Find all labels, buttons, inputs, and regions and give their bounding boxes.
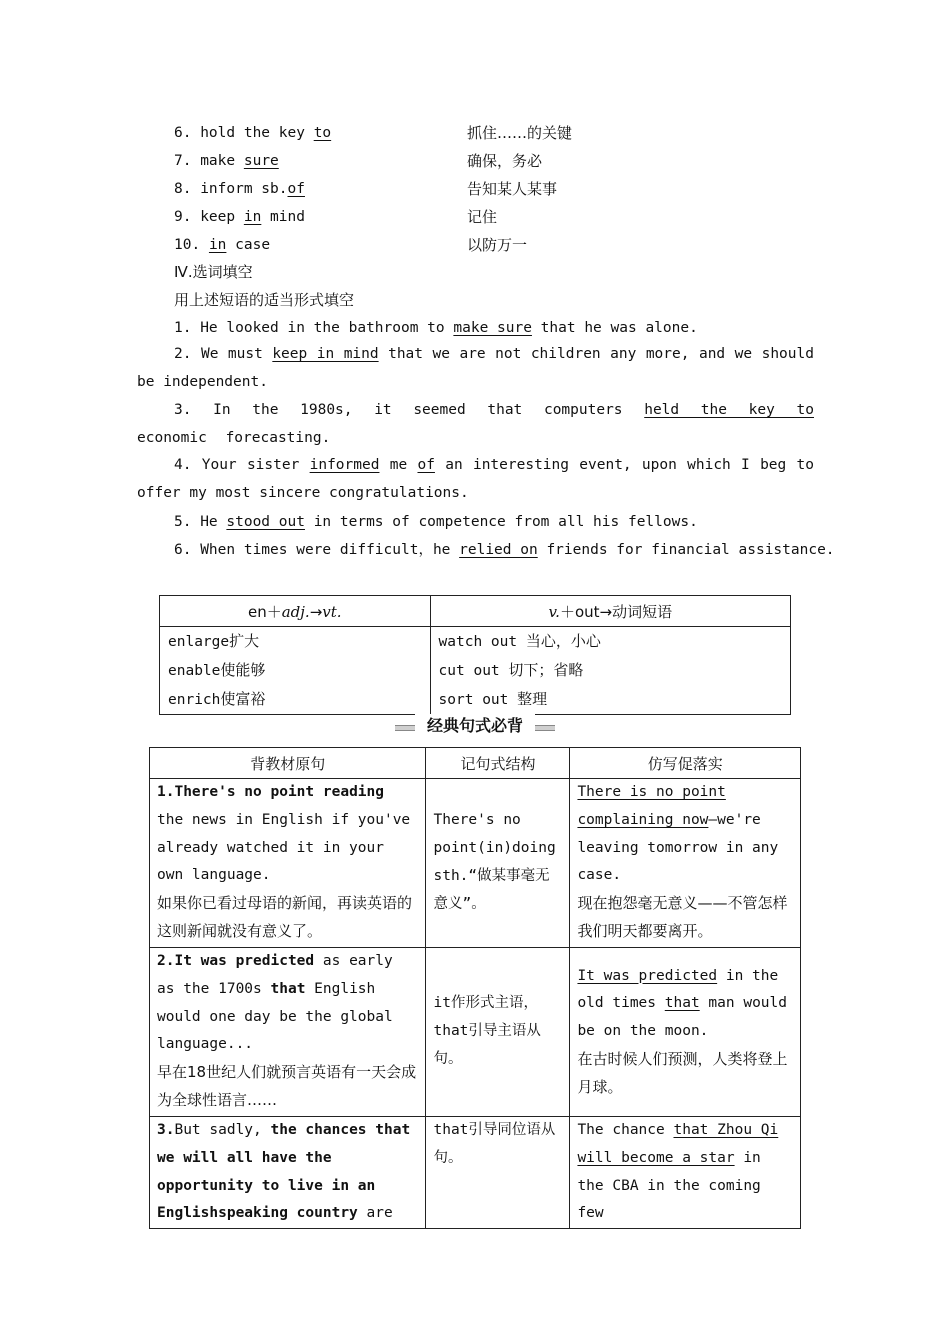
sentence-text: the news in English if you've already watched it in your own language. — [157, 811, 411, 884]
sentence-number: 5. — [174, 514, 192, 530]
answer-blank: relied on — [459, 542, 538, 558]
word-cn: 切下；省略 — [508, 661, 584, 679]
answer-blank: make sure — [453, 320, 532, 336]
sentence-text: that he was alone. — [531, 320, 698, 336]
phrase-number: 9. — [174, 209, 192, 225]
sentence-3 — [137, 397, 814, 453]
banner-title: 经典句式必背 — [415, 714, 535, 738]
answer-blank: stood out — [226, 514, 305, 530]
table-cell — [160, 627, 431, 715]
word-cn: 整理 — [517, 690, 548, 708]
list-item — [439, 685, 782, 714]
table-header — [160, 596, 431, 627]
header-text: vt. — [322, 602, 342, 621]
sentence-text: He — [191, 514, 227, 530]
sentence-2 — [137, 341, 823, 397]
sentence-text: friends for financial assistance. — [537, 542, 835, 558]
word-en: cut out — [438, 663, 509, 679]
word-en: enlarge — [168, 634, 230, 650]
phrase-number: 6. — [174, 125, 192, 141]
sentence-5 — [174, 512, 698, 532]
translation: 如果你已看过母语的新闻，再读英语的这则新闻就没有意义了。 — [157, 894, 413, 940]
sentence-text: He looked in the bathroom to — [191, 320, 454, 336]
header-text: ＋out→动词短语 — [559, 602, 673, 621]
sentence-text: an interesting event, upon which I beg to offer my most sincere congratulations. — [137, 457, 823, 501]
sentence-text: In the 1980s, it seemed that computers — [191, 402, 645, 418]
header-text: en＋ — [247, 602, 282, 621]
sentence-text: in the old times — [577, 967, 779, 1012]
answer-blank: There is no point complaining now — [577, 784, 726, 828]
word-en: enrich — [168, 692, 221, 708]
answer-blank: that Zhou Qi will become a star — [577, 1122, 779, 1166]
phrase-text: mind — [261, 209, 305, 225]
phrase-meaning: 记住 — [467, 208, 498, 226]
table-header: 背教材原句 — [150, 748, 426, 779]
sentence-text: —we're leaving tomorrow in any case. — [577, 811, 779, 884]
word-formation-table — [159, 595, 791, 715]
sentence-pattern-table — [149, 747, 801, 1229]
translation: 在古时候人们预测，人类将登上月球。 — [577, 1049, 788, 1096]
phrase-item — [174, 123, 331, 143]
phrase-item — [174, 179, 305, 199]
sentence-text: me — [379, 457, 418, 473]
word-cn: 扩大 — [229, 632, 260, 650]
table-cell — [570, 948, 801, 1117]
key-phrase: There's no point reading — [174, 784, 384, 800]
phrase-item — [174, 235, 270, 255]
sentence-number: 3. — [174, 402, 192, 418]
sentence-number: 4. — [174, 457, 192, 473]
phrase-meaning: 抓住……的关键 — [467, 124, 573, 142]
answer-blank: held the key to — [644, 402, 814, 418]
sentence-text: Your sister — [191, 457, 310, 473]
phrase-item — [174, 207, 305, 227]
phrase-text — [200, 237, 209, 253]
section-banner — [395, 714, 555, 738]
sentence-text: as early as the 1700s — [157, 953, 393, 997]
phrase-meaning: 确保，务必 — [467, 152, 543, 170]
sentence-text: in the CBA in the coming few — [577, 1149, 761, 1222]
table-cell — [570, 1117, 801, 1229]
answer-blank: It was predicted — [577, 967, 718, 984]
list-item — [168, 656, 422, 685]
section-instruction: 用上述短语的适当形式填空 — [174, 291, 355, 309]
sentence-4 — [137, 452, 823, 508]
phrase-blank: to — [313, 125, 332, 141]
sentence-text: economic forecasting. — [137, 429, 331, 446]
row-number: 3. — [157, 1122, 175, 1138]
sentence-number: 6. — [174, 542, 192, 558]
header-text: v. — [548, 602, 560, 621]
answer-blank: of — [417, 457, 435, 473]
table-cell — [570, 779, 801, 948]
structure-note: There's no point(in)doing sth.“做某事毫无意义”。 — [433, 812, 556, 912]
list-item — [168, 627, 422, 656]
sentence-6 — [174, 540, 835, 560]
table-header — [430, 596, 790, 627]
table-cell — [426, 1117, 570, 1229]
table-cell — [150, 779, 426, 948]
table-cell — [150, 1117, 426, 1229]
phrase-blank: sure — [243, 153, 279, 169]
list-item — [439, 627, 782, 656]
word-en: sort out — [438, 692, 518, 708]
sentence-text: But sadly, — [174, 1122, 271, 1138]
table-cell — [426, 948, 570, 1117]
sentence-1 — [174, 318, 698, 338]
phrase-text: make — [191, 153, 244, 169]
sentence-number: 2. — [174, 346, 192, 362]
phrase-text: inform sb. — [191, 181, 288, 197]
phrase-text: hold the key — [191, 125, 314, 141]
sentence-text: When times were difficult，he — [191, 542, 460, 558]
phrase-number: 10. — [174, 237, 201, 253]
sentence-text: that we are not children any more, and we should be independent. — [137, 346, 823, 390]
list-item — [168, 685, 422, 714]
table-header: 仿写促落实 — [570, 748, 801, 779]
phrase-blank: of — [287, 181, 305, 197]
answer-blank: informed — [309, 457, 380, 473]
key-phrase: the chances that we will all have the opportunity to live in an Englishspeaking country — [157, 1122, 411, 1222]
phrase-text: case — [226, 237, 271, 253]
key-phrase: that — [270, 980, 306, 997]
sentence-text: are — [357, 1205, 393, 1222]
translation: 现在抱怨毫无意义——不管怎样我们明天都要离开。 — [577, 894, 788, 940]
phrase-number: 8. — [174, 181, 192, 197]
sentence-text: English would one day be the global language... — [157, 980, 393, 1053]
sentence-text: We must — [191, 346, 273, 362]
row-number: 1. — [157, 784, 175, 800]
phrase-number: 7. — [174, 153, 192, 169]
answer-blank: that — [664, 995, 700, 1012]
word-en: enable — [168, 663, 221, 679]
sentence-text: in terms of competence from all his fellows. — [304, 514, 698, 530]
word-cn: 当心，小心 — [525, 632, 601, 650]
table-header: 记句式结构 — [426, 748, 570, 779]
key-phrase: It was predicted — [174, 953, 315, 969]
structure-note: that引导同位语从句。 — [433, 1122, 556, 1166]
table-cell — [426, 779, 570, 948]
section-title: Ⅳ.选词填空 — [174, 263, 253, 281]
word-cn: 使能够 — [220, 661, 266, 679]
sentence-text: The chance — [577, 1122, 674, 1138]
structure-note: it作形式主语，that引导主语从句。 — [433, 995, 541, 1067]
phrase-meaning: 告知某人某事 — [467, 180, 558, 198]
header-text: → — [309, 602, 323, 621]
phrase-blank: in — [208, 237, 227, 253]
header-text: adj. — [281, 602, 310, 621]
phrase-meaning: 以防万一 — [467, 236, 528, 254]
translation: 早在18世纪人们就预言英语有一天会成为全球性语言…… — [157, 1063, 417, 1109]
word-en: watch out — [438, 634, 526, 650]
phrase-item — [174, 151, 279, 171]
sentence-text: man would be on the moon. — [577, 995, 787, 1040]
phrase-text: keep — [191, 209, 244, 225]
word-cn: 使富裕 — [220, 690, 266, 708]
row-number: 2. — [157, 953, 175, 969]
table-cell — [150, 948, 426, 1117]
phrase-blank: in — [243, 209, 262, 225]
sentence-number: 1. — [174, 320, 192, 336]
answer-blank: keep in mind — [272, 346, 379, 362]
list-item — [439, 656, 782, 685]
table-cell — [430, 627, 790, 715]
